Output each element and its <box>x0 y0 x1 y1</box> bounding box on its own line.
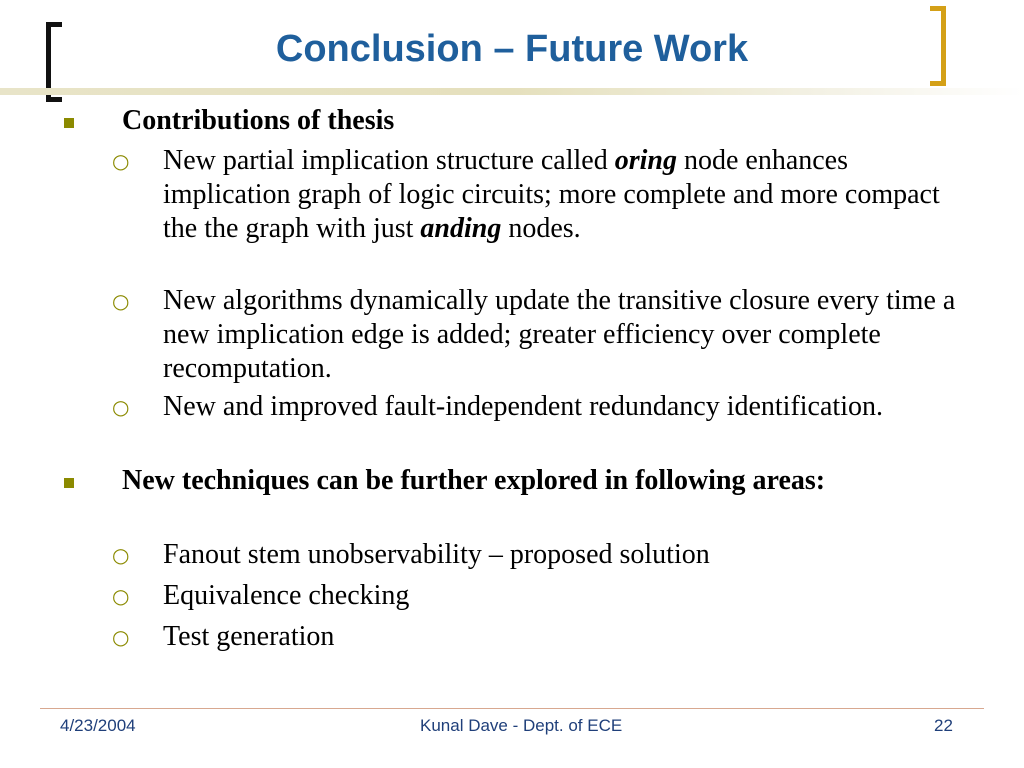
footer-author: Kunal Dave - Dept. of ECE <box>420 716 623 735</box>
ring-bullet-icon: ○ <box>112 543 130 567</box>
bullet-heading: New techniques can be further explored in following areas: <box>122 465 826 496</box>
emphasis-oring: oring <box>614 145 677 176</box>
subbullet-text: Fanout stem unobservability – proposed solution <box>163 539 710 570</box>
emphasis-anding: anding <box>420 213 502 244</box>
subbullet-text: Test generation <box>163 621 335 652</box>
ring-bullet-icon: ○ <box>112 395 130 419</box>
subbullet-text: New and improved fault-independent redundancy identification. <box>163 391 883 422</box>
bullet-heading: Contributions of thesis <box>122 105 395 136</box>
subbullet-text: New partial implication structure called oring node enhances implication graph of logic circuits; more complete and more compact the the graph with just anding nodes. <box>163 145 940 244</box>
square-bullet-icon <box>64 118 74 128</box>
footer-page-number: 22 <box>934 716 953 735</box>
ring-bullet-icon: ○ <box>112 149 130 173</box>
footer-date: 4/23/2004 <box>60 716 136 735</box>
footer-divider <box>40 708 984 709</box>
subbullet-text: New algorithms dynamically update the transitive closure every time a new implication edge is added; greater efficiency over complete recomputation. <box>163 285 956 384</box>
ring-bullet-icon: ○ <box>112 625 130 649</box>
ring-bullet-icon: ○ <box>112 289 130 313</box>
slide-title: Conclusion – Future Work <box>275 28 749 70</box>
ring-bullet-icon: ○ <box>112 584 130 608</box>
square-bullet-icon <box>64 478 74 488</box>
subbullet-text: Equivalence checking <box>163 580 410 611</box>
